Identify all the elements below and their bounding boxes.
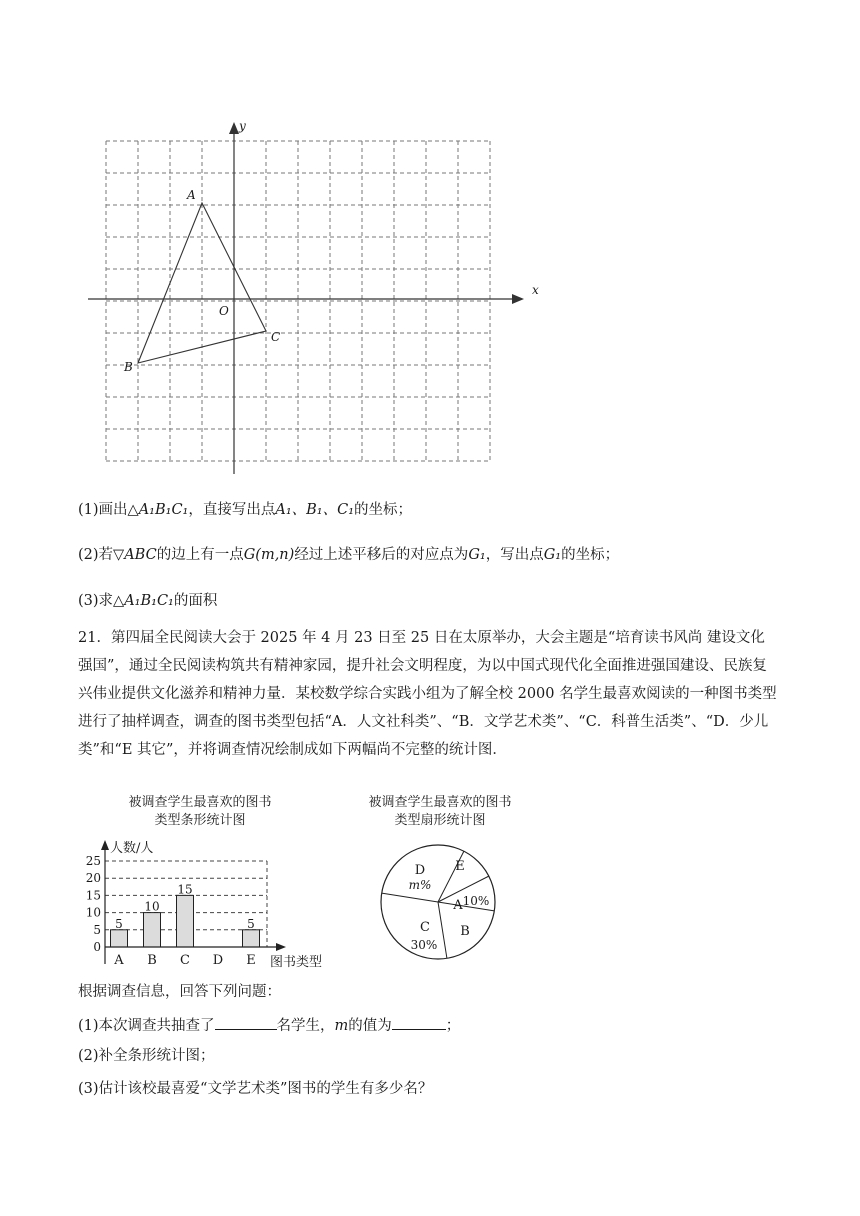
bar-category-label: D (212, 953, 224, 968)
bar-x-arrow (276, 943, 286, 951)
x-axis-arrow (512, 294, 524, 304)
bar-chart (70, 836, 340, 972)
answer-blank-count[interactable] (215, 1013, 277, 1030)
q20-part3: (3)求△A₁B₁C₁的面积 (78, 593, 218, 609)
origin-label: O (219, 304, 229, 318)
bar-category-label: C (180, 953, 190, 968)
bar-category-label: A (114, 953, 124, 968)
bar-E (243, 930, 260, 947)
q20-part2: (2)若▽ABC的边上有一点G(m,n)经过上述平移后的对应点为G₁，写出点G₁的坐标； (78, 547, 620, 563)
pie-slice-label-B: B (460, 924, 470, 939)
bar-value-label: 15 (177, 882, 193, 897)
triangle-symbol-icon: ▽ (113, 547, 125, 563)
bar-C (177, 895, 194, 947)
bar-x-axis-label: 图书类型 (270, 955, 323, 970)
bar-chart-title: 被调查学生最喜欢的图书 类型条形统计图 (128, 795, 272, 828)
pie-slice-label-D: D (414, 863, 426, 878)
pie-slice-label-A: A (453, 898, 463, 913)
x-axis-label: x (532, 283, 539, 297)
bar-y-tick-label: 25 (85, 854, 101, 868)
q20-part1: (1)画出△A₁B₁C₁，直接写出点A₁、B₁、C₁的坐标； (78, 502, 413, 518)
point-c-label: C (271, 330, 281, 344)
bar-value-label: 5 (115, 916, 123, 931)
grid-lines (106, 141, 490, 461)
bar-y-tick-label: 15 (85, 888, 101, 903)
answer-blank-m[interactable] (392, 1013, 446, 1030)
bar-B (144, 913, 161, 947)
bar-y-tick-label: 10 (85, 905, 101, 920)
bar-A (111, 930, 128, 947)
bar-y-axis-label: 人数/人 (110, 841, 154, 856)
bar-y-tick-label: 0 (93, 940, 101, 954)
q21-question3: (3)估计该校最喜爱“文学艺术类”图书的学生有多少名？ (78, 1081, 433, 1097)
q21-question1: (1)本次调查共抽查了 名学生，m的值为 ； (78, 1013, 460, 1036)
pie-slice-label-E: E (455, 859, 465, 874)
pie-slice-value-D: m% (408, 878, 432, 892)
q21-text: 21．第四届全民阅读大会于 2025 年 4 月 23 日至 25 日在太原举办，大会主题是“培育读书风尚 建设文化强国”，通过全民阅读构筑共有精神家园，提升社会文明程度，为以中国式现代化全面推进强国建设、民族复兴伟业提供文化滋养和精神力量．某校数学综合实践小组为了解全校 2000 名学生最喜欢阅读的一种图书类型进行了抽样调查，调查的图书类型包括“A．人文社科类”、“B．文学艺术类”、“C．科普生活类”、“D．少儿类”和“E 其它”，并将调查情况绘制成如下两幅尚不完整的统计图． (78, 630, 777, 758)
pie-slice-value-A: 10% (462, 894, 490, 908)
bar-y-arrow (101, 840, 109, 850)
bar-chart-ticks (86, 854, 101, 954)
pie-slice-label-C: C (420, 920, 430, 935)
bar-y-tick-label: 20 (85, 871, 101, 886)
bar-chart-bars (111, 882, 260, 947)
point-b-label: B (124, 360, 133, 374)
point-a-label: A (187, 188, 196, 202)
bar-category-label: E (246, 953, 256, 968)
y-axis-label: y (239, 119, 246, 133)
bar-category-label: B (147, 953, 157, 968)
pie-chart (375, 842, 501, 962)
y-axis-arrow (229, 122, 239, 134)
q21-intro: 根据调查信息，回答下列问题： (78, 984, 281, 1000)
q21-question2: (2)补全条形统计图； (78, 1048, 215, 1064)
bar-y-tick-label: 5 (93, 922, 101, 937)
bar-value-label: 10 (144, 899, 160, 914)
bar-chart-categories (113, 953, 255, 968)
pie-chart-title: 被调查学生最喜欢的图书 类型扇形统计图 (368, 795, 512, 828)
pie-slice-value-C: 30% (410, 938, 438, 952)
bar-value-label: 5 (247, 916, 255, 931)
coordinate-grid-figure (80, 112, 550, 477)
